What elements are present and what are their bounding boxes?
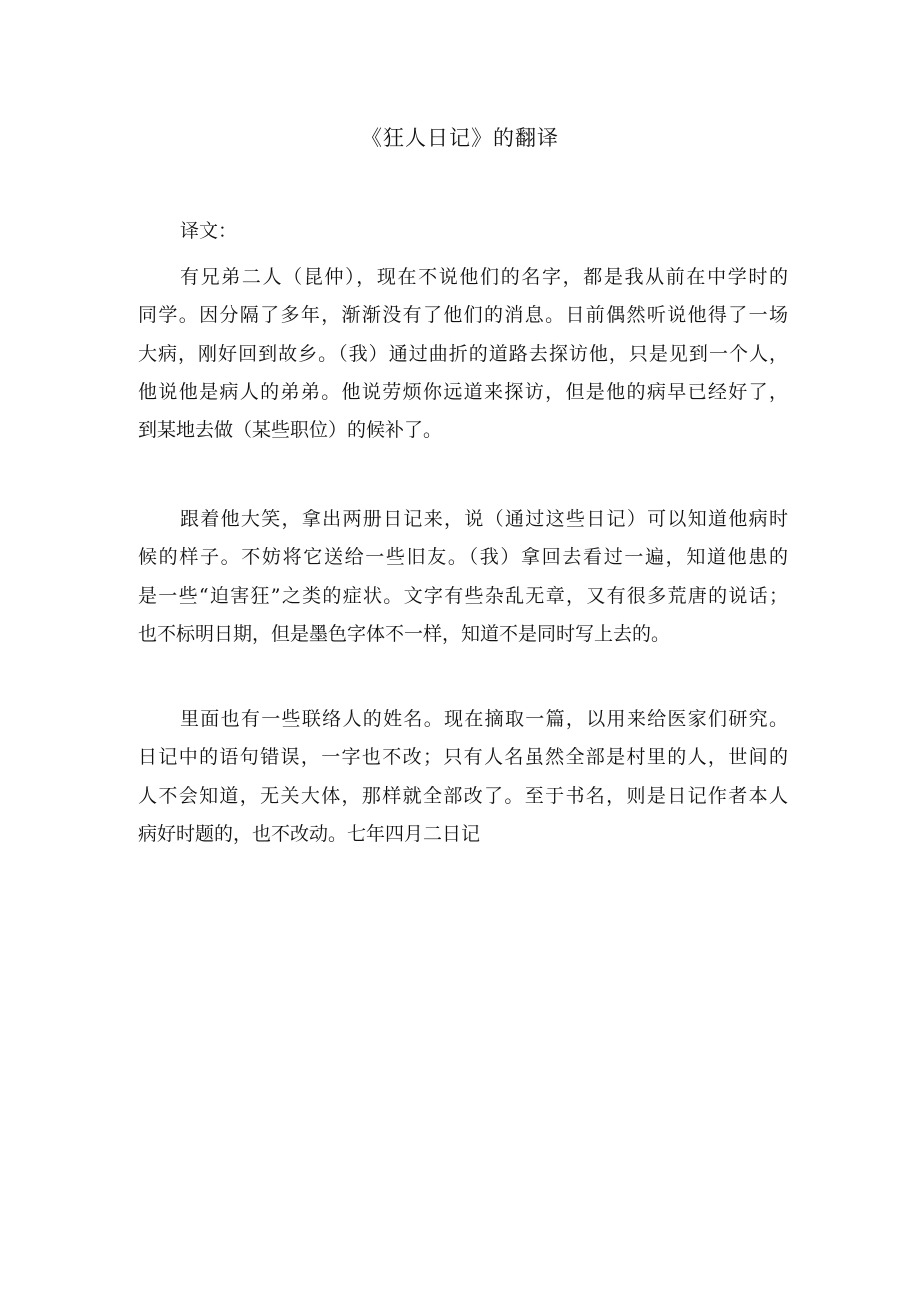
paragraph-line: 有兄弟二人（昆仲），现在不说他们的名字，都是我从前在中学时的 — [180, 266, 788, 288]
section-label: 译文： — [180, 220, 238, 242]
paragraph-3 — [138, 700, 788, 853]
paragraph-line: 人不会知道，无关大体，那样就全部改了。至于书名，则是日记作者本人 — [138, 784, 788, 807]
paragraph-line: 到某地去做（某些职位）的候补了。 — [138, 419, 443, 442]
paragraph-line: 同学。因分隔了多年，渐渐没有了他们的消息。日前偶然听说他得了一场 — [138, 304, 788, 327]
paragraph-line: 病好时题的，也不改动。七年四月二日记 — [138, 822, 481, 845]
paragraph-1 — [138, 258, 788, 449]
paragraph-line: 跟着他大笑，拿出两册日记来，说（通过这些日记）可以知道他病时 — [180, 508, 788, 530]
paragraph-line: 也不标明日期，但是墨色字体不一样，知道不是同时写上去的。 — [138, 622, 671, 645]
paragraph-line: 候的样子。不妨将它送给一些旧友。（我）拿回去看过一遍，知道他患的 — [138, 546, 788, 569]
paragraph-line: 他说他是病人的弟弟。他说劳烦你远道来探访，但是他的病早已经好了， — [138, 380, 788, 403]
paragraph-line: 是一些“迫害狂”之类的症状。文字有些杂乱无章，又有很多荒唐的说话； — [138, 584, 788, 607]
paragraph-2 — [138, 500, 788, 653]
paragraph-line: 里面也有一些联络人的姓名。现在摘取一篇，以用来给医家们研究。 — [180, 708, 788, 730]
document-title: 《狂人日记》的翻译 — [361, 126, 559, 150]
paragraph-line: 日记中的语句错误，一字也不改；只有人名虽然全部是村里的人，世间的 — [138, 746, 788, 769]
paragraph-line: 大病，刚好回到故乡。（我）通过曲折的道路去探访他，只是见到一个人， — [138, 342, 788, 365]
